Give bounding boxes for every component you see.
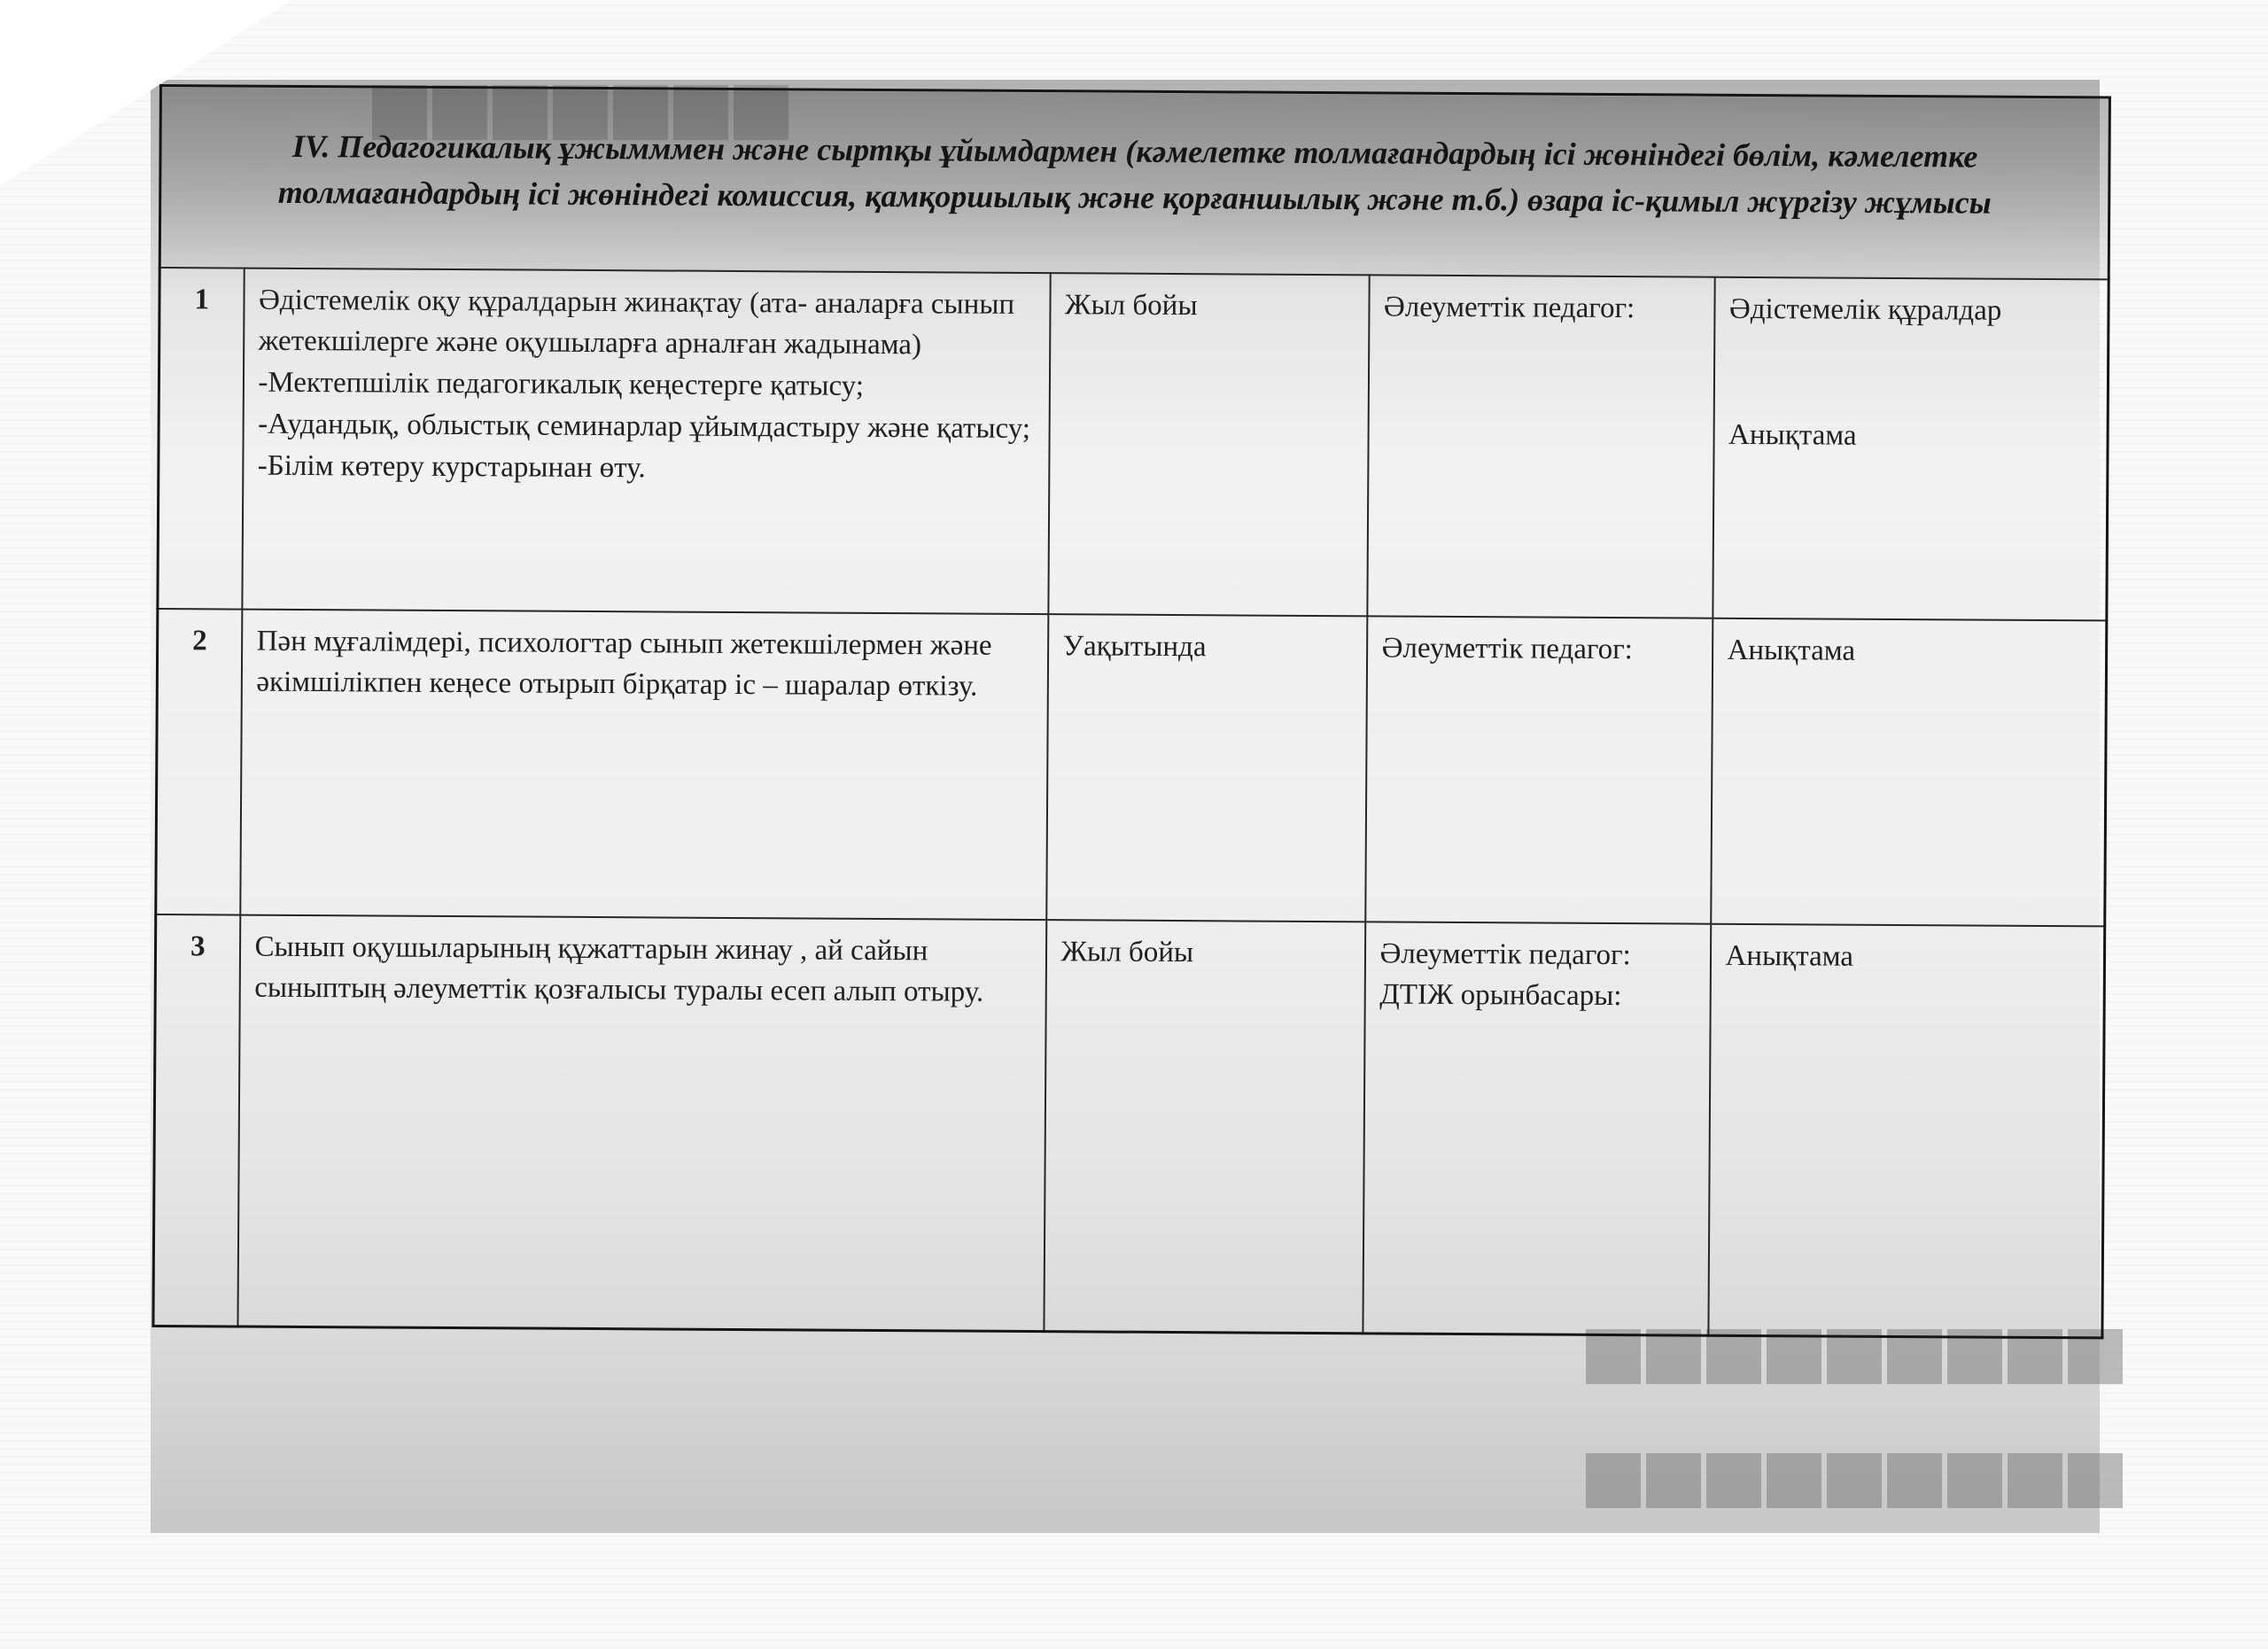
form-cell [1713, 276, 2109, 620]
form-cell [1708, 923, 2105, 1338]
deadline-cell: Жыл бойы [1048, 273, 1369, 616]
responsible-cell [1365, 616, 1713, 923]
task-line: Сынып оқушыларының құжаттарын жинау , ай сайын сыныптың әлеуметтік қозғалысы туралы есеп алып отыру. [254, 930, 984, 1009]
responsible-line: Әлеуметтік педагог: [1379, 937, 1631, 971]
task-line: Пән мұғалімдері, психологтар сынып жетекшілермен және әкімшілікпен кеңесе отырып бірқатар іс – шаралар өткізу. [256, 625, 992, 704]
form-line: Анықтама [1728, 419, 1857, 453]
form-line: Анықтама [1727, 634, 1856, 667]
background-tile-pattern [1586, 1453, 2123, 1508]
table-row [158, 268, 2109, 620]
task-line: -Мектепшілік педагогикалық кеңестерге қатысу; [258, 366, 865, 403]
responsible-cell [1367, 275, 1714, 618]
task-cell [237, 914, 1046, 1332]
deadline-cell: Уақытында [1046, 614, 1367, 922]
responsible-line: Әлеуметтік педагог: [1381, 631, 1633, 665]
form-cell [1711, 618, 2107, 926]
task-line: -Білім көтеру курстарынан өту. [257, 449, 646, 485]
deadline-cell: Жыл бойы [1044, 920, 1365, 1334]
responsible-line: Әлеуметтік педагог: [1383, 290, 1635, 324]
work-plan-table [151, 84, 2111, 1339]
task-line: -Аудандық, облыстық семинарлар ұйымдастыру және қатысу; [258, 408, 1031, 446]
table-row [156, 608, 2107, 925]
task-line: Әдістемелік оқу құралдарын жинақтау (ата- аналарға сынып жетекшілерге және оқушыларға арналған жадынама) [258, 284, 1015, 362]
row-number: 3 [153, 914, 240, 1326]
table-row [153, 914, 2105, 1337]
form-line: Анықтама [1725, 939, 1854, 973]
row-number: 1 [158, 268, 244, 610]
task-cell [242, 268, 1050, 614]
form-spacer [1728, 330, 2093, 417]
form-line: Әдістемелік құралдар [1728, 292, 2002, 327]
responsible-cell [1363, 922, 1711, 1335]
section-heading: IV. Педагогикалық ұжымммен және сыртқы ұйымдармен (кәмелетке толмағандардың ісі жөніндегі бөлім, кәмелетке толмағандардың ісі жөніндегі комиссия, қамқоршылық және қорғаншылық және т.б.) өзара іс-қимыл жүргізу жұмысы [159, 86, 2109, 279]
responsible-line: ДТІЖ орынбасары: [1379, 978, 1622, 1013]
section-heading-row [159, 86, 2109, 279]
task-cell [240, 609, 1048, 920]
row-number: 2 [156, 608, 242, 914]
